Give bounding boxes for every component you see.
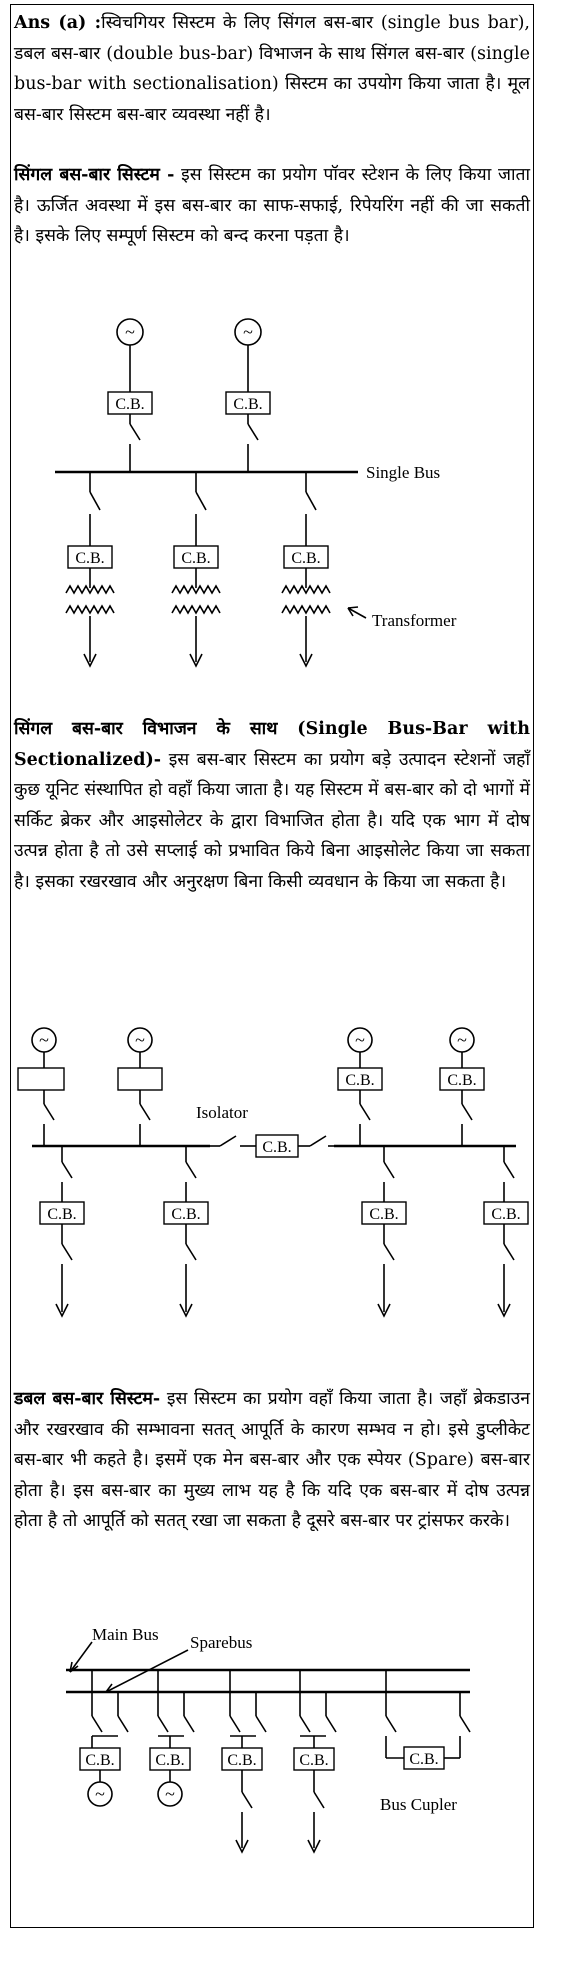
sec-feeder-2: [164, 1146, 208, 1316]
svg-text:C.B.: C.B.: [115, 396, 145, 413]
bay-3: [222, 1670, 266, 1852]
svg-text:~: ~: [95, 1784, 105, 1804]
isolator-label: Isolator: [196, 1103, 248, 1122]
sectionalized-diagram: [10, 1012, 534, 1382]
bay-2: [150, 1670, 194, 1806]
svg-text:C.B.: C.B.: [409, 1751, 439, 1768]
answer-paragraph: [14, 8, 530, 130]
feeder-2: [172, 472, 220, 666]
svg-text:~: ~: [125, 322, 135, 342]
double-bus-text: इस सिस्टम का प्रयोग वहाँ किया जाता है। जहाँ ब्रेकडाउन और रखरखाव की सम्भावना सतत् आपूर्ति के कारण सम्भव न हो। इसे डुप्लीकेट बस-बार भी कहते है। इसमें एक मेन बस-बार और एक स्पेयर (Spare) बस-बार होता है। इस बस-बार का मुख्य लाभ यह है कि यदि एक बस-बार में दोष उत्पन्न होता है तो आपूर्ति को सतत् रखा जा सकता है दूसरे बस-बार पर ट्रांसफर करके।: [14, 1389, 530, 1531]
double-bus-heading: डबल बस-बार सिस्टम-: [14, 1389, 161, 1409]
svg-text:~: ~: [39, 1030, 49, 1050]
svg-text:~: ~: [165, 1784, 175, 1804]
svg-text:C.B.: C.B.: [262, 1139, 292, 1156]
generator-1: [117, 319, 143, 392]
svg-text:C.B.: C.B.: [181, 550, 211, 567]
incoming-cb-2: [226, 392, 270, 472]
sectionalized-paragraph: [14, 714, 530, 897]
svg-text:~: ~: [355, 1030, 365, 1050]
svg-text:C.B.: C.B.: [447, 1072, 477, 1089]
svg-text:C.B.: C.B.: [299, 1752, 329, 1769]
svg-text:C.B.: C.B.: [155, 1752, 185, 1769]
section-cb: [210, 1135, 334, 1157]
generator-2: [235, 319, 261, 392]
double-bus-paragraph: [14, 1384, 530, 1537]
bay-4: [294, 1670, 336, 1852]
transformer-arrow: [348, 607, 366, 618]
right-generator-1: [338, 1028, 382, 1146]
answer-text: स्विचगियर सिस्टम के लिए सिंगल बस-बार (single bus bar), डबल बस-बार (double bus-bar) विभाजन के साथ सिंगल बस-बार (single bus-bar with sectionalisation) सिस्टम का उपयोग किया जाता है। मूल बस-बार सिस्टम बस-बार व्यवस्था नहीं है।: [14, 13, 530, 125]
right-generator-2: [440, 1028, 484, 1146]
single-bus-label: Single Bus: [366, 463, 441, 482]
main-bus-label: Main Bus: [92, 1625, 159, 1644]
svg-text:C.B.: C.B.: [345, 1072, 375, 1089]
left-generator-1: [18, 1028, 64, 1146]
svg-text:~: ~: [135, 1030, 145, 1050]
bus-coupler: [386, 1670, 470, 1769]
incoming-cb-1: [108, 392, 152, 472]
single-bus-heading: सिंगल बस-बार सिस्टम -: [14, 165, 175, 185]
sec-feeder-4: [484, 1146, 528, 1316]
svg-text:C.B.: C.B.: [75, 550, 105, 567]
double-bus-diagram: [10, 1620, 534, 1930]
svg-text:C.B.: C.B.: [491, 1206, 521, 1223]
svg-text:C.B.: C.B.: [85, 1752, 115, 1769]
single-bus-paragraph: [14, 160, 530, 252]
svg-text:~: ~: [243, 322, 253, 342]
sectionalized-text: इस बस-बार सिस्टम का प्रयोग बड़े उत्पादन स्टेशनों जहाँ कुछ यूनिट संस्थापित हो वहाँ किया जाता है। यह सिस्टम में बस-बार को दो भागों में सर्किट ब्रेकर और आइसोलेटर के द्वारा विभाजित होता है। यदि एक भाग में दोष उत्पन्न होता है तो उसे सप्लाई को प्रभावित किये बिना आइसोलेट किया जा सकता है। इसका रखरखाव और अनुरक्षण बिना किसी व्यवधान के किया जा सकता है।: [14, 749, 530, 892]
transformer-label: Transformer: [372, 611, 457, 630]
sec-feeder-1: [40, 1146, 84, 1316]
feeder-1: [66, 472, 114, 666]
svg-text:C.B.: C.B.: [47, 1206, 77, 1223]
feeder-3: [282, 472, 330, 666]
svg-text:C.B.: C.B.: [291, 550, 321, 567]
answer-label: Ans (a) :: [14, 13, 102, 33]
svg-text:~: ~: [457, 1030, 467, 1050]
left-generator-2: [118, 1028, 162, 1146]
svg-text:C.B.: C.B.: [171, 1206, 201, 1223]
bay-1: [80, 1670, 128, 1806]
spare-bus-label: Sparebus: [190, 1633, 253, 1652]
bus-coupler-label: Bus Cupler: [380, 1795, 457, 1814]
svg-text:C.B.: C.B.: [369, 1206, 399, 1223]
svg-text:C.B.: C.B.: [233, 396, 263, 413]
sec-feeder-3: [362, 1146, 406, 1316]
single-bus-text: इस सिस्टम का प्रयोग पॉवर स्टेशन के लिए किया जाता है। ऊर्जित अवस्था में इस बस-बार का साफ-सफाई, रिपेयरिंग नहीं की जा सकती है। इसके लिए सम्पूर्ण सिस्टम को बन्द करना पड़ता है।: [14, 165, 531, 246]
svg-text:C.B.: C.B.: [227, 1752, 257, 1769]
single-bus-diagram: [10, 300, 534, 720]
sectionalized-heading: सिंगल बस-बार विभाजन के साथ (Single Bus-Bar with Sectionalized)-: [14, 719, 530, 770]
